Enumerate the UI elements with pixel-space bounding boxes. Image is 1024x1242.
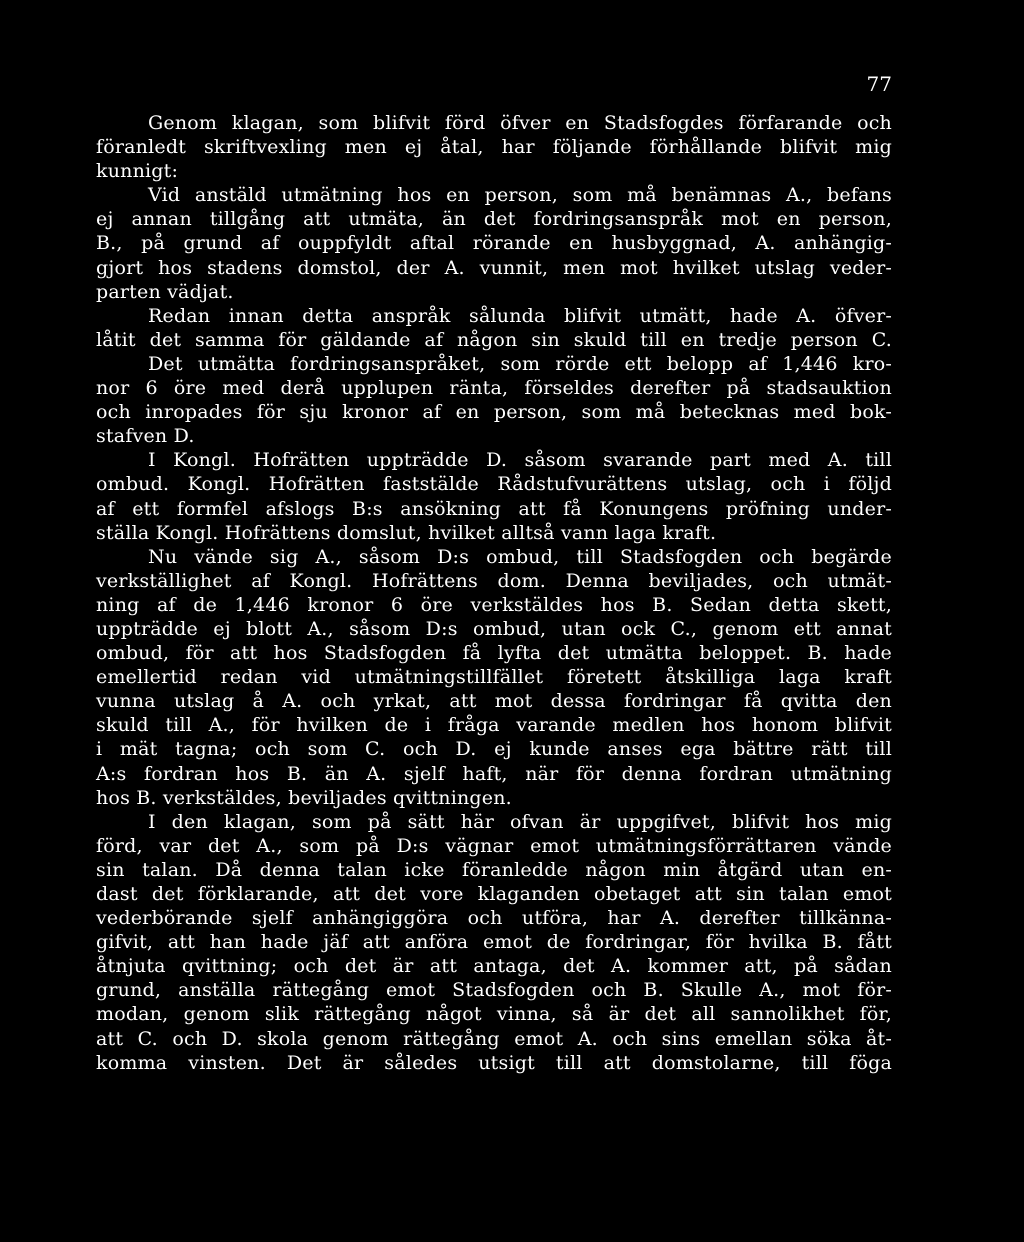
text-line: vunna utslag å A. och yrkat, att mot dessa fordringar få qvitta den	[96, 690, 892, 713]
text-line: verkställighet af Kongl. Hofrättens dom. Denna beviljades, och utmät-	[96, 569, 892, 592]
text-line: stafven D.	[96, 425, 195, 448]
text-line: ej annan tillgång att utmäta, än det fordringsanspråk mot en person,	[96, 208, 892, 231]
text-line: låtit det samma för gäldande af någon sin skuld till en tredje person C.	[96, 328, 892, 351]
text-line: Det utmätta fordringsanspråket, som rörde ett belopp af 1,446 kro-	[148, 352, 892, 375]
text-line: I Kongl. Hofrätten uppträdde D. såsom svarande part med A. till	[148, 449, 892, 472]
text-line: grund, anställa rättegång emot Stadsfogden och B. Skulle A., mot för-	[96, 979, 892, 1002]
text-line: uppträdde ej blott A., såsom D:s ombud, utan ock C., genom ett annat	[96, 617, 892, 640]
text-line: Vid anstäld utmätning hos en person, som må benämnas A., befans	[148, 184, 892, 207]
text-line: gifvit, att han hade jäf att anföra emot de fordringar, för hvilka B. fått	[96, 931, 892, 954]
text-line: ning af de 1,446 kronor 6 öre verkstäldes hos B. Sedan detta skett,	[96, 593, 892, 616]
text-line: och inropades för sju kronor af en person, som må betecknas med bok-	[96, 401, 892, 424]
text-line: förd, var det A., som på D:s vägnar emot utmätningsförrättaren vände	[96, 834, 892, 857]
text-line: gjort hos stadens domstol, der A. vunnit, men mot hvilket utslag veder-	[96, 256, 892, 279]
body-text	[96, 111, 892, 1075]
text-line: dast det förklarande, att det vore klaganden obetaget att sin talan emot	[96, 883, 892, 905]
text-line: Redan innan detta anspråk sålunda blifvit utmätt, hade A. öfver-	[148, 304, 892, 327]
text-line: skuld till A., för hvilken de i fråga varande medlen hos honom blifvit	[96, 714, 892, 737]
text-line: föranledt skriftvexling men ej åtal, har följande förhållande blifvit mig	[96, 136, 892, 159]
text-line: I den klagan, som på sätt här ofvan är uppgifvet, blifvit hos mig	[148, 810, 892, 833]
text-line: komma vinsten. Det är således utsigt till att domstolarne, till föga	[96, 1051, 892, 1074]
text-line: hos B. verkstäldes, beviljades qvittningen.	[96, 786, 512, 809]
text-line: modan, genom slik rättegång något vinna, så är det all sannolikhet för,	[96, 1003, 892, 1026]
text-line: ställa Kongl. Hofrättens domslut, hvilket alltså vann laga kraft.	[96, 521, 717, 544]
text-line: att C. och D. skola genom rättegång emot A. och sins emellan söka åt-	[96, 1027, 892, 1050]
text-line: i mät tagna; och som C. och D. ej kunde anses ega bättre rätt till	[96, 738, 892, 761]
text-line: nor 6 öre med derå upplupen ränta, förseldes derefter på stadsauktion	[96, 377, 892, 400]
text-line: ombud, för att hos Stadsfogden få lyfta det utmätta beloppet. B. hade	[96, 642, 892, 665]
text-line: A:s fordran hos B. än A. sjelf haft, när för denna fordran utmätning	[96, 762, 892, 785]
text-line: åtnjuta qvittning; och det är att antaga, det A. kommer att, på sådan	[96, 955, 892, 978]
text-line: Nu vände sig A., såsom D:s ombud, till Stadsfogden och begärde	[148, 545, 892, 568]
text-line: af ett formfel afslogs B:s ansökning att få Konungens pröfning under-	[96, 497, 892, 520]
text-line: Genom klagan, som blifvit förd öfver en Stadsfogdes förfarande och	[148, 112, 892, 134]
text-line: parten vädjat.	[96, 280, 234, 303]
text-line: kunnigt:	[96, 160, 179, 183]
text-line: ombud. Kongl. Hofrätten faststälde Rådstufvurättens utslag, och i följd	[96, 473, 892, 496]
page-number: 77	[866, 72, 892, 96]
text-line: B., på grund af ouppfyldt aftal rörande en husbyggnad, A. anhängig-	[96, 232, 892, 255]
text-line: vederbörande sjelf anhängiggöra och utföra, har A. derefter tillkänna-	[96, 907, 892, 930]
text-line: sin talan. Då denna talan icke föranledde någon min åtgärd utan en-	[96, 858, 892, 881]
text-line: emellertid redan vid utmätningstillfället företett åtskilliga laga kraft	[96, 666, 892, 689]
